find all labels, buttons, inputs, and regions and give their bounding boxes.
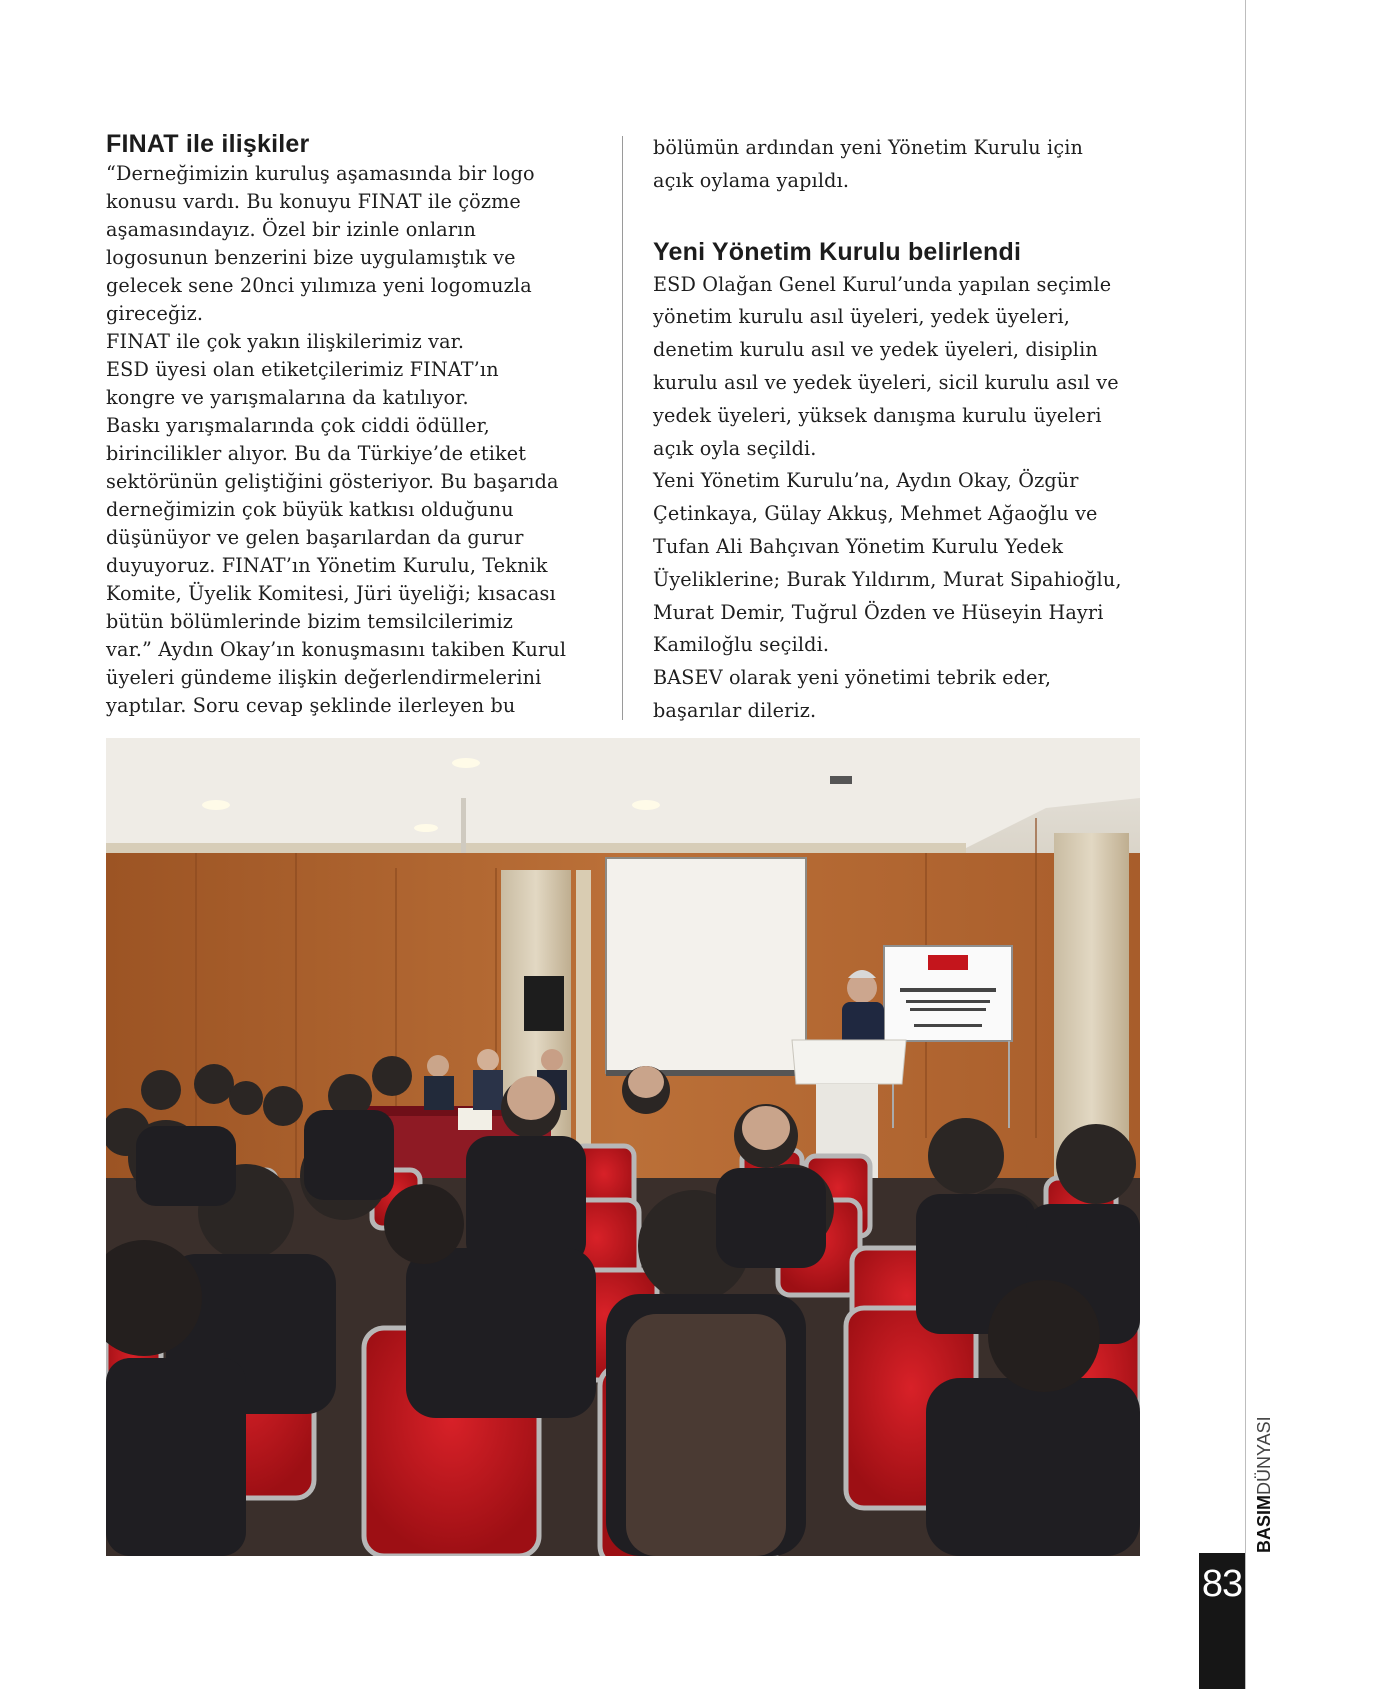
body-line: başarılar dileriz. bbox=[653, 698, 817, 722]
body-line: denetim kurulu asıl ve yedek üyeleri, disiplin bbox=[653, 338, 1098, 362]
left-column bbox=[106, 128, 602, 720]
body-line: yedek üyeleri, yüksek danışma kurulu üyeleri bbox=[653, 403, 1102, 427]
section-heading-finat: FINAT ile ilişkiler bbox=[106, 130, 310, 158]
page-number-tab bbox=[1199, 1553, 1245, 1689]
body-line: gireceğiz. bbox=[106, 302, 204, 325]
body-line: bölümün ardından yeni Yönetim Kurulu için bbox=[653, 136, 1084, 159]
body-line: Kamiloğlu seçildi. bbox=[653, 633, 830, 657]
body-line: Yeni Yönetim Kurulu’na, Aydın Okay, Özgür bbox=[653, 469, 1079, 493]
body-line: üyeleri gündeme ilişkin değerlendirmelerini bbox=[106, 666, 542, 689]
body-line: yaptılar. Soru cevap şeklinde ilerleyen bu bbox=[106, 694, 516, 717]
body-line: BASEV olarak yeni yönetimi tebrik eder, bbox=[653, 666, 1052, 690]
body-line: gelecek sene 20nci yılımıza yeni logomuzla bbox=[106, 274, 532, 297]
conference-photo bbox=[106, 738, 1140, 1556]
section-heading-yonetim: Yeni Yönetim Kurulu belirlendi bbox=[653, 237, 1022, 266]
body-line: kongre ve yarışmalarına da katılıyor. bbox=[106, 386, 469, 409]
body-line: ESD Olağan Genel Kurul’unda yapılan seçimle bbox=[653, 272, 1112, 296]
body-line: yönetim kurulu asıl üyeleri, yedek üyeleri, bbox=[653, 305, 1071, 329]
right-column bbox=[653, 132, 1163, 728]
body-line: derneğimizin çok büyük katkısı olduğunu bbox=[106, 498, 514, 521]
magazine-name-text bbox=[1254, 1416, 1275, 1553]
body-line: bütün bölümlerinde bizim temsilcilerimiz bbox=[106, 610, 514, 633]
body-line: Komite, Üyelik Komitesi, Jüri üyeliği; kısacası bbox=[106, 582, 556, 605]
body-line: aşamasındayız. Özel bir izinle onların bbox=[106, 218, 477, 241]
body-line: ESD üyesi olan etiketçilerimiz FINAT’ın bbox=[106, 358, 499, 381]
body-line: Çetinkaya, Gülay Akkuş, Mehmet Ağaoğlu ve bbox=[653, 502, 1098, 526]
magazine-name-bold: BASIM bbox=[1254, 1495, 1274, 1553]
body-line: konusu vardı. Bu konuyu FINAT ile çözme bbox=[106, 190, 521, 213]
body-line: Üyeliklerine; Burak Yıldırım, Murat Sipahioğlu, bbox=[653, 567, 1122, 591]
body-line: duyuyoruz. FINAT’ın Yönetim Kurulu, Teknik bbox=[106, 554, 548, 577]
page-number: 83 bbox=[1201, 1563, 1243, 1605]
page-edge-rule bbox=[1245, 0, 1246, 1689]
body-line: Tufan Ali Bahçıvan Yönetim Kurulu Yedek bbox=[653, 534, 1064, 558]
body-line: sektörünün geliştiğini gösteriyor. Bu başarıda bbox=[106, 470, 559, 493]
body-line: var.” Aydın Okay’ın konuşmasını takiben Kurul bbox=[106, 638, 567, 661]
body-line: birincilikler alıyor. Bu da Türkiye’de etiket bbox=[106, 442, 527, 465]
body-line: FINAT ile çok yakın ilişkilerimiz var. bbox=[106, 330, 465, 353]
magazine-name-light: DÜNYASI bbox=[1254, 1416, 1274, 1495]
body-line: açık oylama yapıldı. bbox=[653, 168, 850, 192]
body-line: açık oyla seçildi. bbox=[653, 436, 817, 460]
body-line: düşünüyor ve gelen başarılardan da gurur bbox=[106, 526, 524, 549]
body-line: Baskı yarışmalarında çok ciddi ödüller, bbox=[106, 414, 490, 437]
body-line: “Derneğimizin kuruluş aşamasında bir logo bbox=[106, 162, 535, 185]
body-line: logosunun benzerini bize uygulamıştık ve bbox=[106, 246, 516, 269]
body-line: kurulu asıl ve yedek üyeleri, sicil kurulu asıl ve bbox=[653, 370, 1119, 394]
column-divider bbox=[622, 136, 623, 720]
body-line: Murat Demir, Tuğrul Özden ve Hüseyin Hayri bbox=[653, 600, 1104, 624]
